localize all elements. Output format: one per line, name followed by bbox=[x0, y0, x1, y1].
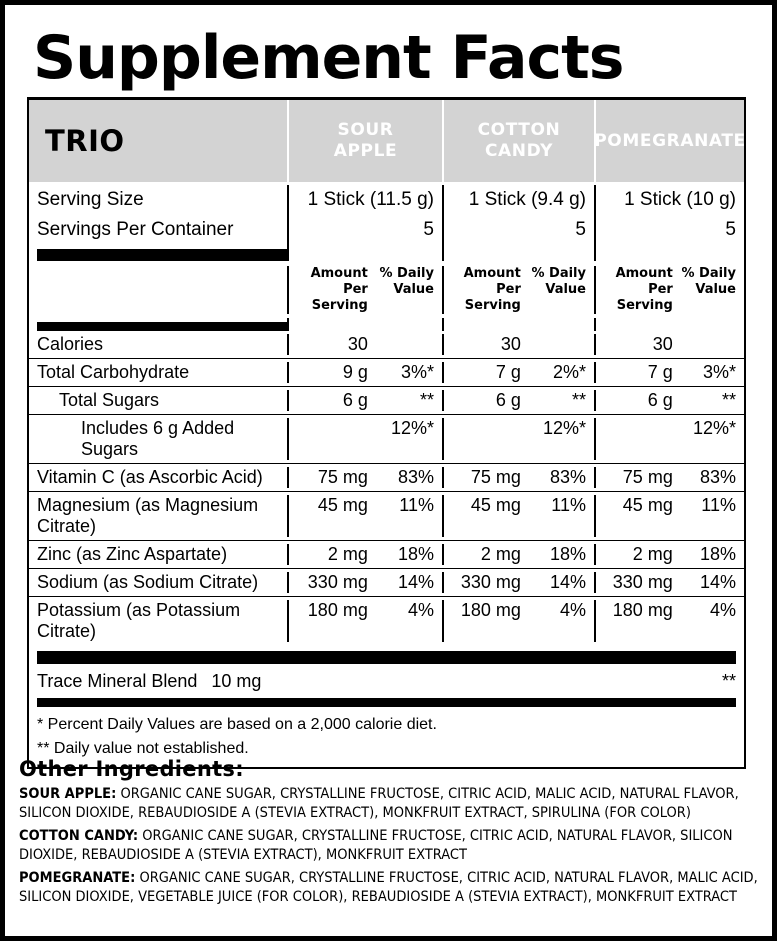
flavor-name-line1: SOUR bbox=[337, 120, 394, 140]
table-row: Sodium (as Sodium Citrate) 330 mg 14% 330 mg 14% 330 mg 14% bbox=[29, 569, 744, 597]
table-row: Total Carbohydrate 9 g 3%* 7 g 2%* 7 g 3%* bbox=[29, 359, 744, 387]
serving-size-label: Serving Size bbox=[37, 189, 144, 210]
dv-header-cotton-candy: % Daily Value bbox=[531, 266, 586, 297]
trace-mineral-blend-dv: ** bbox=[721, 671, 736, 691]
table-row: Magnesium (as Magnesium Citrate) 45 mg 11% 45 mg 11% 45 mg 11% bbox=[29, 492, 744, 541]
other-ingredients-pomegranate bbox=[19, 869, 759, 911]
nutrient-rows bbox=[29, 331, 744, 645]
flavor-name-line2: CANDY bbox=[484, 141, 554, 161]
other-ingredients-cotton-candy bbox=[19, 827, 759, 869]
ingredient-flavor-label: POMEGRANATE: bbox=[19, 870, 136, 886]
ingredient-list: ORGANIC CANE SUGAR, CRYSTALLINE FRUCTOSE, CITRIC ACID, NATURAL FLAVOR, SILICON DIOXIDE, REBAUDIOSIDE A (STEVIA EXTRACT), MONKFRUIT EXTRACT bbox=[19, 828, 733, 863]
divider-bar-trace-bottom bbox=[37, 698, 736, 707]
divider-bar-trace-top bbox=[37, 651, 736, 664]
footnote-daily-values: * Percent Daily Values are based on a 2,000 calorie diet. bbox=[37, 716, 437, 733]
flavor-name-line2: APPLE bbox=[333, 141, 398, 161]
table-row: Zinc (as Zinc Aspartate) 2 mg 18% 2 mg 18% 2 mg 18% bbox=[29, 541, 744, 569]
servings-per-container-sour-apple: 5 bbox=[423, 219, 434, 240]
flavor-name-line1: COTTON bbox=[477, 120, 561, 140]
ingredient-list: ORGANIC CANE SUGAR, CRYSTALLINE FRUCTOSE, CITRIC ACID, NATURAL FLAVOR, MALIC ACID, SILICON DIOXIDE, VEGETABLE JUICE (FOR COLOR), REBAUDIOSIDE A (STEVIA EXTRACT), MONKFRUIT EXTRACT bbox=[19, 870, 758, 905]
trace-mineral-blend-label: Trace Mineral Blend 10 mg bbox=[37, 671, 262, 691]
supplement-facts-panel bbox=[27, 97, 746, 769]
amount-dv-subheader-row bbox=[29, 261, 744, 318]
divider-bar-subheader bbox=[29, 318, 744, 331]
serving-size-pomegranate: 1 Stick (10 g) bbox=[624, 189, 736, 210]
serving-size-sour-apple: 1 Stick (11.5 g) bbox=[307, 189, 434, 210]
table-row: Vitamin C (as Ascorbic Acid) 75 mg 83% 75 mg 83% 75 mg 83% bbox=[29, 464, 744, 492]
other-ingredients-sour-apple bbox=[19, 785, 759, 827]
serving-size-row bbox=[29, 182, 744, 245]
page-title: Supplement Facts bbox=[33, 23, 624, 93]
flavor-header-row bbox=[29, 100, 744, 182]
dv-header-pomegranate: % Daily Value bbox=[681, 266, 736, 297]
servings-per-container-pomegranate: 5 bbox=[725, 219, 736, 240]
trace-mineral-blend-row bbox=[29, 664, 744, 698]
flavor-column-pomegranate bbox=[594, 100, 744, 182]
flavor-name-line1: POMEGRANATE bbox=[594, 130, 746, 151]
other-ingredients-title: Other Ingredients: bbox=[19, 757, 244, 781]
other-ingredients-section bbox=[19, 757, 759, 911]
trio-label: TRIO bbox=[45, 124, 125, 158]
dv-header-sour-apple: % Daily Value bbox=[379, 266, 434, 297]
divider-bar-top bbox=[29, 245, 744, 261]
servings-per-container-row bbox=[29, 215, 744, 245]
ingredient-flavor-label: SOUR APPLE: bbox=[19, 786, 117, 802]
serving-size-cotton-candy: 1 Stick (9.4 g) bbox=[468, 189, 586, 210]
amount-header-sour-apple: Amount Per Serving bbox=[310, 266, 368, 313]
ingredient-list: ORGANIC CANE SUGAR, CRYSTALLINE FRUCTOSE, CITRIC ACID, MALIC ACID, NATURAL FLAVOR, SILICON DIOXIDE, REBAUDIOSIDE A (STEVIA EXTRACT), MONKFRUIT EXTRACT, SPIRULINA (FOR COLOR) bbox=[19, 786, 739, 821]
flavor-column-sour-apple bbox=[287, 100, 442, 182]
table-row: Total Sugars 6 g ** 6 g ** 6 g ** bbox=[29, 387, 744, 415]
servings-per-container-label: Servings Per Container bbox=[37, 219, 234, 240]
ingredient-flavor-label: COTTON CANDY: bbox=[19, 828, 139, 844]
servings-per-container-cotton-candy: 5 bbox=[575, 219, 586, 240]
table-row: Potassium (as Potassium Citrate) 180 mg 4% 180 mg 4% 180 mg 4% bbox=[29, 597, 744, 645]
amount-header-cotton-candy: Amount Per Serving bbox=[463, 266, 521, 313]
table-row: Includes 6 g Added Sugars 12%* 12%* 12%* bbox=[29, 415, 744, 464]
footnote-not-established: ** Daily value not established. bbox=[37, 740, 249, 757]
table-row: Calories 30 30 30 bbox=[29, 331, 744, 359]
amount-header-pomegranate: Amount Per Serving bbox=[615, 266, 673, 313]
flavor-column-cotton-candy bbox=[442, 100, 594, 182]
